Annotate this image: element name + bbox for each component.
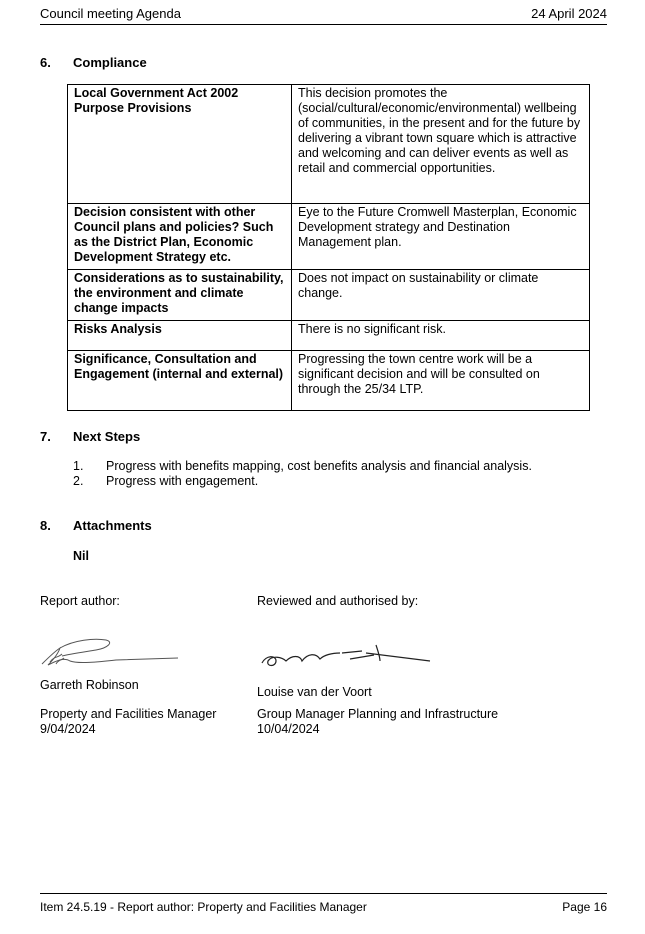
- row-value: Does not impact on sustainability or climate change.: [292, 270, 590, 321]
- list-number: 2.: [73, 474, 84, 488]
- section-number: 7.: [40, 429, 51, 444]
- section-compliance-heading: [40, 55, 147, 70]
- author-date: 9/04/2024: [40, 722, 96, 736]
- header-title: Council meeting Agenda: [40, 6, 181, 21]
- section-title: Compliance: [73, 55, 147, 70]
- page-footer: [40, 893, 607, 914]
- section-attachments-heading: [40, 518, 152, 533]
- section-number: 8.: [40, 518, 51, 533]
- reviewer-details: [257, 707, 498, 737]
- row-label: Considerations as to sustainability, the environment and climate change impacts: [68, 270, 292, 321]
- row-value: This decision promotes the (social/cultural/economic/environmental) wellbeing of communities, in the present and for the future by delivering a vibrant town square which is attractive and welcoming and can deliver events as well as retail and commercial opportunities.: [292, 85, 590, 204]
- author-name: Garreth Robinson: [40, 678, 139, 692]
- reviewer-heading: Reviewed and authorised by:: [257, 594, 419, 608]
- table-row: [68, 321, 590, 351]
- list-text: Progress with engagement.: [106, 474, 259, 488]
- author-details: [40, 707, 216, 737]
- attachments-body: Nil: [73, 549, 89, 563]
- section-title: Attachments: [73, 518, 152, 533]
- list-text: Progress with benefits mapping, cost benefits analysis and financial analysis.: [106, 459, 532, 473]
- header-date: 24 April 2024: [531, 6, 607, 21]
- author-title: Property and Facilities Manager: [40, 707, 217, 721]
- author-heading: Report author:: [40, 594, 120, 608]
- list-item: [73, 474, 532, 489]
- table-row: [68, 204, 590, 270]
- row-label: Risks Analysis: [68, 321, 292, 351]
- author-signature: [38, 634, 183, 670]
- row-label: Significance, Consultation and Engagement (internal and external): [68, 351, 292, 411]
- table-row: [68, 85, 590, 204]
- footer-item: Item 24.5.19 - Report author: Property and Facilities Manager: [40, 900, 367, 914]
- section-next-steps-heading: [40, 429, 140, 444]
- reviewer-date: 10/04/2024: [257, 722, 320, 736]
- reviewer-title: Group Manager Planning and Infrastructure: [257, 707, 499, 721]
- table-row: [68, 270, 590, 321]
- row-value: Progressing the town centre work will be a significant decision and will be consulted on through the 25/34 LTP.: [292, 351, 590, 411]
- row-label: Decision consistent with other Council plans and policies? Such as the District Plan, Economic Development Strategy etc.: [68, 204, 292, 270]
- table-row: [68, 351, 590, 411]
- section-number: 6.: [40, 55, 51, 70]
- footer-page-number: Page 16: [562, 900, 607, 914]
- row-value: Eye to the Future Cromwell Masterplan, Economic Development strategy and Destination Management plan.: [292, 204, 590, 270]
- section-title: Next Steps: [73, 429, 141, 444]
- reviewer-signature: [258, 641, 434, 673]
- list-number: 1.: [73, 459, 84, 473]
- page-header: [40, 6, 607, 25]
- compliance-table: [67, 84, 590, 411]
- next-steps-list: [73, 459, 532, 489]
- list-item: [73, 459, 532, 474]
- reviewer-name: Louise van der Voort: [257, 685, 372, 699]
- row-value: There is no significant risk.: [292, 321, 590, 351]
- row-label: Local Government Act 2002 Purpose Provisions: [68, 85, 292, 204]
